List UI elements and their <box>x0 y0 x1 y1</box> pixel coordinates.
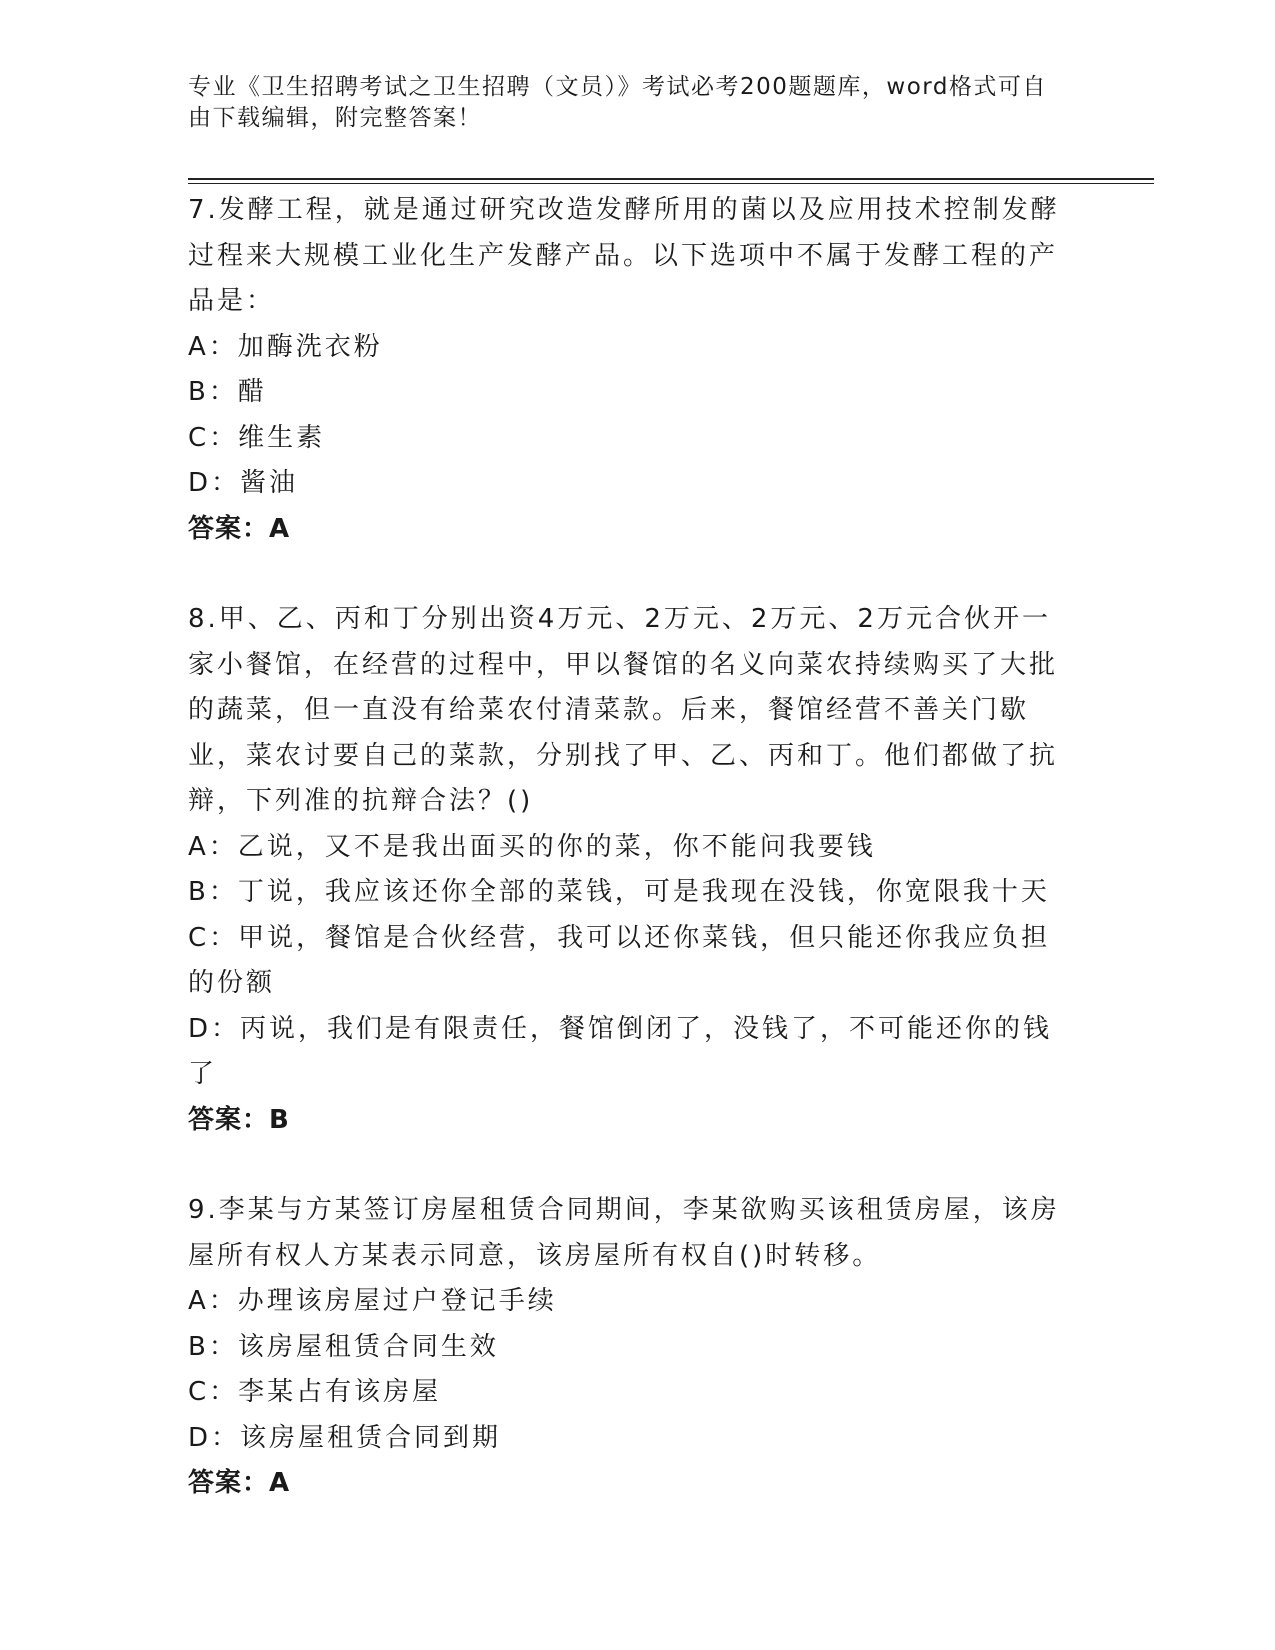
question-stem: 8.甲、乙、丙和丁分别出资4万元、2万元、2万元、2万元合伙开一家小餐馆，在经营的过程中，甲以餐馆的名义向菜农持续购买了大批的蔬菜，但一直没有给菜农付清菜款。后来，餐馆经营不善关门歇业，菜农讨要自己的菜款，分别找了甲、乙、丙和丁。他们都做了抗辩，下列准的抗辩合法？() <box>188 604 1059 816</box>
answer-line: 答案：B <box>188 1104 290 1135</box>
answer-line: 答案：A <box>188 1468 291 1498</box>
answer-line: 答案：A <box>188 513 291 544</box>
option-a: A：办理该房屋过户登记手续 <box>188 1286 557 1316</box>
option-a: A：乙说，又不是我出面买的你的菜，你不能问我要钱 <box>188 831 876 862</box>
question-7 <box>188 188 1068 552</box>
question-stem: 7.发酵工程，就是通过研究改造发酵所用的菌以及应用技术控制发酵过程来大规模工业化生产发酵产品。以下选项中不属于发酵工程的产品是： <box>188 195 1060 316</box>
option-b: B：该房屋租赁合同生效 <box>188 1331 499 1362</box>
document-header <box>188 72 1068 134</box>
option-b: B：丁说，我应该还你全部的菜钱，可是我现在没钱，你宽限我十天 <box>188 877 1050 907</box>
header-line-1: 专业《卫生招聘考试之卫生招聘（文员）》考试必考200题题库，word格式可自 <box>188 74 1047 100</box>
option-d: D：该房屋租赁合同到期 <box>188 1422 502 1453</box>
option-a: A：加酶洗衣粉 <box>188 331 383 362</box>
question-stem: 9.李某与方某签订房屋租赁合同期间，李某欲购买该租赁房屋，该房屋所有权人方某表示同意，该房屋所有权自()时转移。 <box>188 1195 1060 1271</box>
header-divider-thin <box>188 183 1154 184</box>
question-8 <box>188 597 1068 1143</box>
option-c: C：维生素 <box>188 422 326 453</box>
option-b: B：醋 <box>188 377 267 407</box>
question-list <box>188 188 1068 1552</box>
option-c: C：李某占有该房屋 <box>188 1377 442 1407</box>
option-d: D：丙说，我们是有限责任，餐馆倒闭了，没钱了，不可能还你的钱了 <box>188 1013 1053 1089</box>
question-9 <box>188 1188 1068 1507</box>
option-d: D：酱油 <box>188 468 299 498</box>
header-divider-thick <box>188 178 1154 180</box>
option-c: C：甲说，餐馆是合伙经营，我可以还你菜钱，但只能还你我应负担的份额 <box>188 922 1051 998</box>
header-line-2: 由下载编辑，附完整答案！ <box>188 105 482 131</box>
